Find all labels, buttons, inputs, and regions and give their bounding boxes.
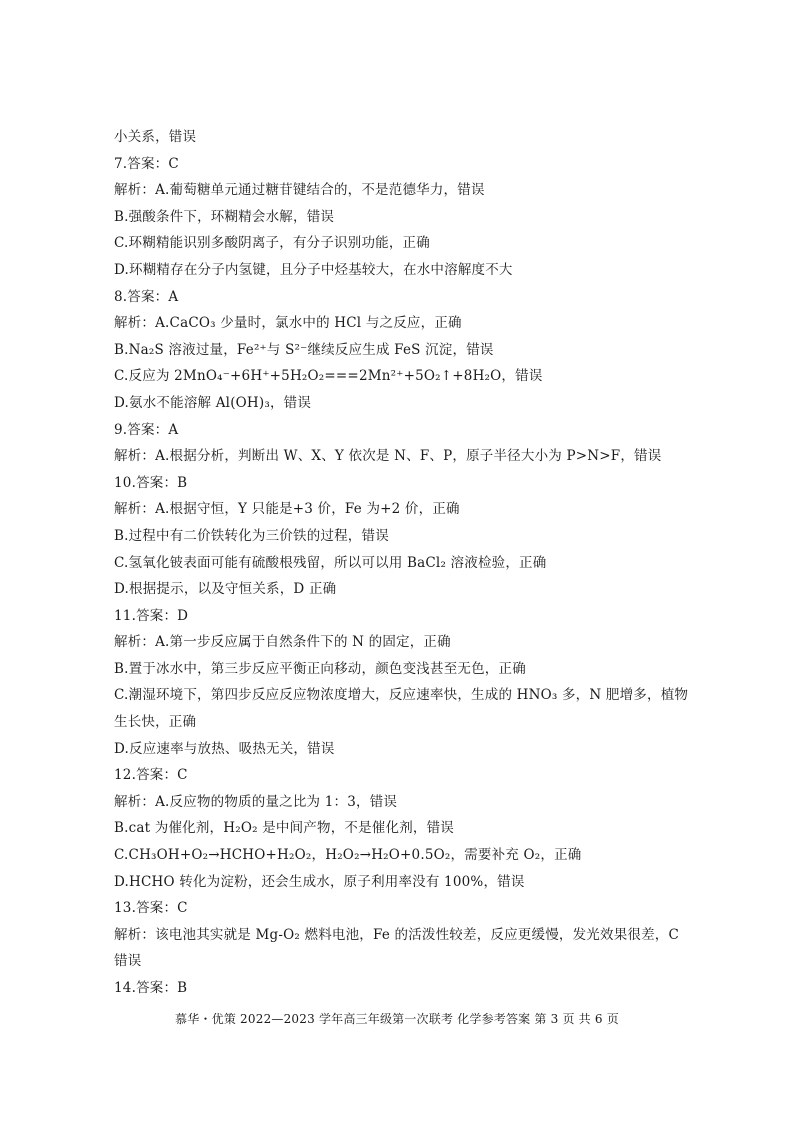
text-line: D.氨水不能溶解 Al(OH)₃，错误 (114, 394, 312, 411)
text-line: D.根据提示，以及守恒关系，D 正确 (114, 581, 337, 598)
text-line: 解析：A.第一步反应属于自然条件下的 N 的固定，正确 (114, 634, 451, 651)
text-line: B.置于冰水中，第三步反应平衡正向移动，颜色变浅甚至无色，正确 (114, 660, 526, 677)
text-line: D.HCHO 转化为淀粉，还会生成水，原子利用率没有 100%，错误 (114, 873, 525, 890)
text-line: C.氢氧化铍表面可能有硫酸根残留，所以可以用 BaCl₂ 溶液检验，正确 (114, 554, 547, 571)
text-line: 错误 (114, 953, 142, 970)
answer-heading: 11.答案：D (114, 607, 189, 624)
text-line: C.环糊精能识别多酸阴离子，有分子识别功能，正确 (114, 235, 430, 252)
text-line: 解析：A.根据分析，判断出 W、X、Y 依次是 N、F、P，原子半径大小为 P>N>F，错误 (114, 448, 662, 465)
page-footer: 慕华・优策 2022—2023 学年高三年级第一次联考 化学参考答案 第 3 页 共 6 页 (175, 1012, 619, 1026)
text-line: 解析：A.反应物的物质的量之比为 1：3，错误 (114, 793, 398, 810)
answer-heading: 12.答案：C (114, 767, 188, 784)
text-line: 解析：A.根据守恒，Y 只能是+3 价，Fe 为+2 价，正确 (114, 501, 460, 518)
answer-heading: 8.答案：A (114, 288, 179, 305)
text-line: C.反应为 2MnO₄⁻+6H⁺+5H₂O₂===2Mn²⁺+5O₂↑+8H₂O，错误 (114, 368, 543, 385)
answer-body (114, 124, 694, 1002)
text-line: B.cat 为催化剂，H₂O₂ 是中间产物，不是催化剂，错误 (114, 820, 454, 837)
answer-heading: 13.答案：C (114, 900, 188, 917)
answer-heading: 10.答案：B (114, 474, 188, 491)
text-line: B.Na₂S 溶液过量，Fe²⁺与 S²⁻继续反应生成 FeS 沉淀，错误 (114, 341, 494, 358)
text-line: B.过程中有二价铁转化为三价铁的过程，错误 (114, 527, 389, 544)
text-line: C.CH₃OH+O₂→HCHO+H₂O₂，H₂O₂→H₂O+0.5O₂，需要补充 O₂，正确 (114, 847, 582, 864)
text-line: 小关系，错误 (114, 129, 197, 145)
answer-heading: 14.答案：B (114, 980, 188, 996)
answer-heading: 7.答案：C (114, 155, 179, 172)
text-line: C.潮湿环境下，第四步反应反应物浓度增大，反应速率快，生成的 HNO₃ 多，N 肥增多，植物 (114, 687, 689, 704)
text-line: 解析：该电池其实就是 Mg-O₂ 燃料电池，Fe 的活泼性较差，反应更缓慢，发光效果很差，C (114, 926, 680, 943)
text-line: B.强酸条件下，环糊精会水解，错误 (114, 208, 335, 225)
answer-heading: 9.答案：A (114, 421, 179, 438)
text-line: D.反应速率与放热、吸热无关，错误 (114, 740, 335, 757)
text-line: D.环糊精存在分子内氢键，且分子中烃基较大，在水中溶解度不大 (114, 261, 513, 278)
text-line: 生长快，正确 (114, 714, 197, 731)
text-line: 解析：A.葡萄糖单元通过糖苷键结合的，不是范德华力，错误 (114, 182, 485, 199)
text-line: 解析：A.CaCO₃ 少量时，氯水中的 HCl 与之反应，正确 (114, 315, 462, 332)
